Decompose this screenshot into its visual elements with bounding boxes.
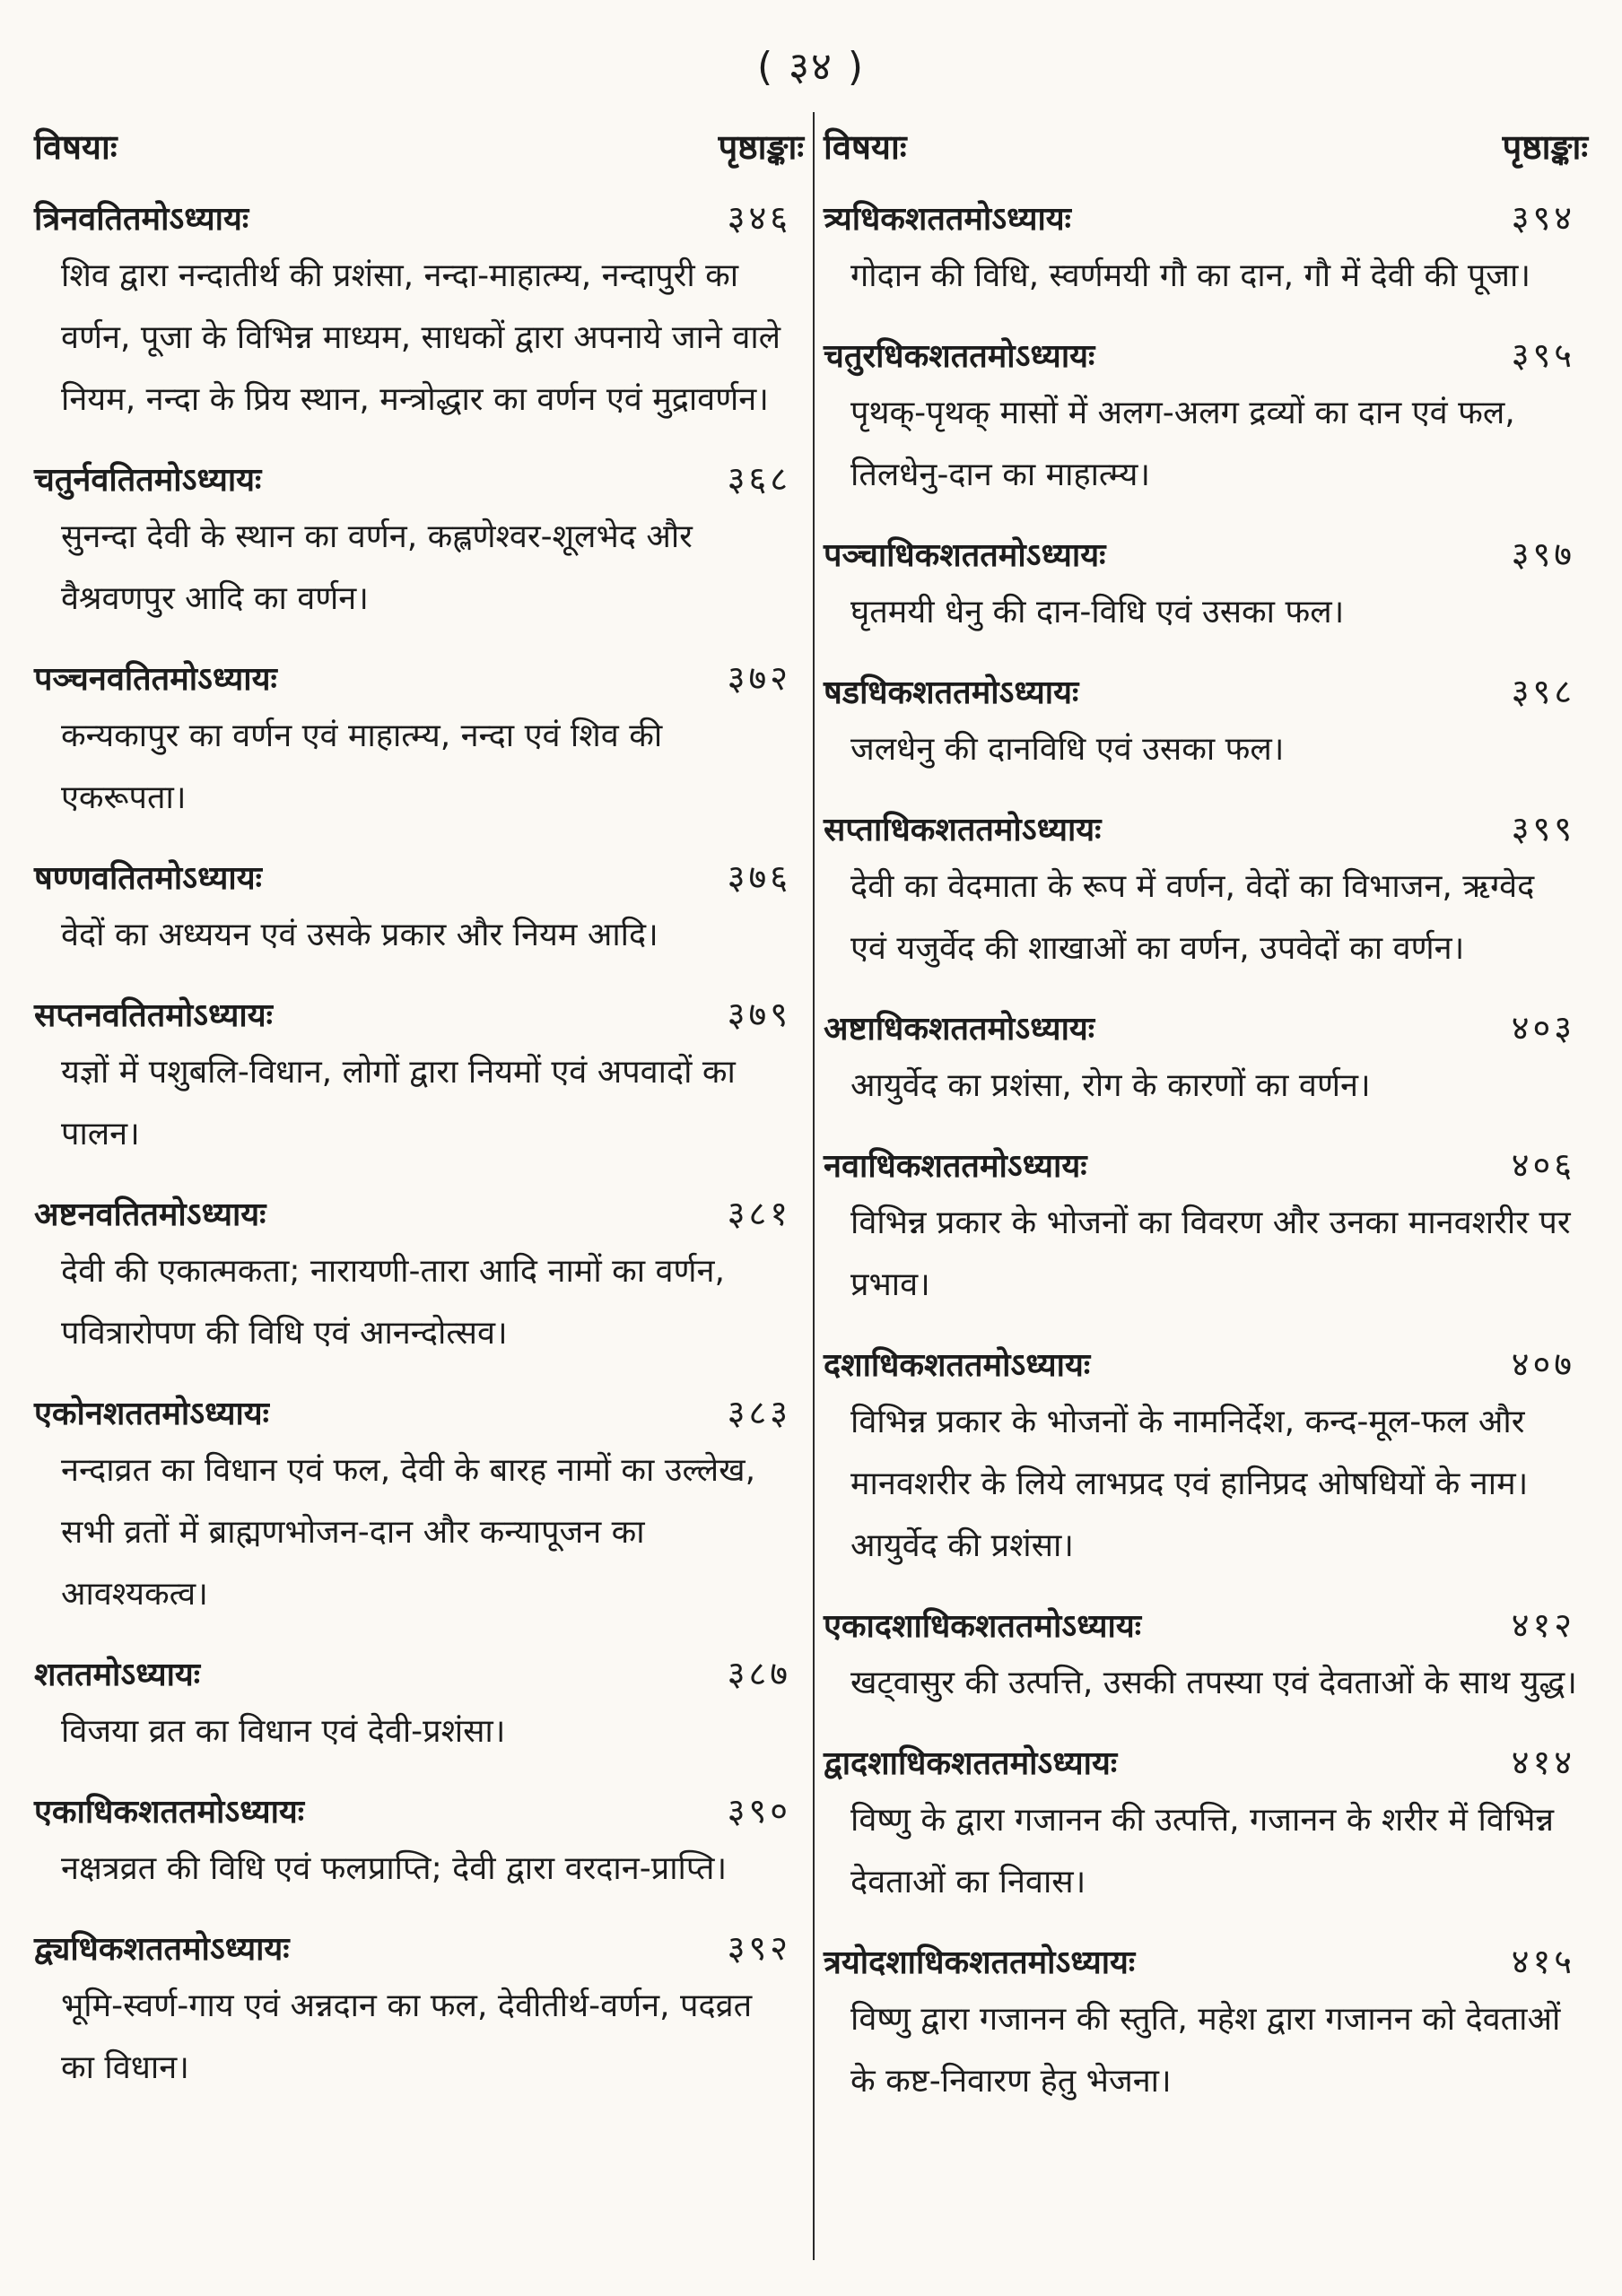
chapter-title: त्र्यधिकशततमोऽध्यायः — [824, 201, 1071, 238]
chapter-description: गोदान की विधि, स्वर्णमयी गौ का दान, गौ में देवी की पूजा। — [850, 257, 1530, 294]
toc-entry — [34, 989, 804, 1165]
chapter-title-row — [824, 529, 1588, 581]
chapter-description: नन्दाव्रत का विधान एवं फल, देवी के बारह नामों का उल्लेख, सभी व्रतों में ब्राह्मणभोजन-दान और कन्यापूजन का आवश्यकत्व। — [61, 1452, 756, 1613]
right-column-header — [824, 121, 1588, 173]
chapter-title-row — [824, 1600, 1588, 1652]
chapter-title: अष्टनवतितमोऽध्यायः — [34, 1196, 266, 1233]
subject-heading: विषयाः — [824, 127, 907, 167]
chapter-title-row — [34, 852, 804, 904]
chapter-page-number: ३९७ — [1511, 535, 1575, 574]
chapter-description: देवी का वेदमाता के रूप में वर्णन, वेदों का विभाजन, ऋग्वेद एवं यजुर्वेद की शाखाओं का वर्णन, उपवेदों का वर्णन। — [850, 868, 1535, 967]
chapter-description: विभिन्न प्रकार के भोजनों के नामनिर्देश, कन्द-मूल-फल और मानवशरीर के लिये लाभप्रद एवं हानिप्रद ओषधियों के नाम। आयुर्वेद की प्रशंसा। — [850, 1404, 1529, 1564]
chapter-page-number: ४०३ — [1511, 1008, 1575, 1048]
chapter-description: आयुर्वेद का प्रशंसा, रोग के कारणों का वर्णन। — [850, 1067, 1371, 1104]
chapter-title-row — [824, 804, 1588, 856]
chapter-description: सुनन्दा देवी के स्थान का वर्णन, कह्लणेश्वर-शूलभेद और वैश्रवणपुर आदि का वर्णन। — [61, 518, 693, 617]
chapter-page-number: ३९८ — [1511, 672, 1575, 711]
chapter-page-number: ३९५ — [1511, 335, 1575, 375]
chapter-title-row — [824, 1339, 1588, 1391]
chapter-page-number: ३७६ — [727, 857, 791, 897]
chapter-title-row — [824, 193, 1588, 245]
chapter-title: पञ्चनवतितमोऽध्यायः — [34, 661, 277, 698]
chapter-title: एकोनशततमोऽध्यायः — [34, 1396, 269, 1432]
chapter-page-number: ४१२ — [1511, 1605, 1575, 1645]
chapter-title-row — [824, 1140, 1588, 1192]
chapter-title-row — [34, 1648, 804, 1700]
chapter-title: नवाधिकशततमोऽध्यायः — [824, 1148, 1087, 1185]
left-column — [34, 121, 804, 2265]
chapter-title: शततमोऽध्यायः — [34, 1657, 201, 1693]
right-column — [824, 121, 1588, 2265]
toc-entry — [824, 193, 1588, 307]
chapter-page-number: ३९० — [727, 1791, 791, 1831]
left-entry-list — [34, 193, 804, 2099]
column-divider — [813, 112, 815, 2260]
chapter-description: कन्यकापुर का वर्णन एवं माहात्म्य, नन्दा एवं शिव की एकरूपता। — [61, 718, 663, 816]
chapter-title: एकादशाधिकशततमोऽध्यायः — [824, 1608, 1141, 1645]
chapter-title-row — [34, 454, 804, 506]
chapter-page-number: ४०७ — [1511, 1344, 1575, 1384]
toc-entry — [34, 1923, 804, 2099]
chapter-page-number: ३८१ — [727, 1194, 791, 1233]
chapter-title-row — [34, 1923, 804, 1975]
toc-entry — [34, 193, 804, 430]
chapter-title: द्व्यधिकशततमोऽध्यायः — [34, 1931, 290, 1968]
chapter-page-number: ३७९ — [727, 995, 791, 1034]
chapter-page-number: ३८३ — [727, 1393, 791, 1432]
chapter-title: चतुर्नवतितमोऽध्यायः — [34, 462, 262, 499]
toc-entry — [824, 1737, 1588, 1913]
toc-entry — [34, 852, 804, 966]
chapter-title: त्रयोदशाधिकशततमोऽध्यायः — [824, 1944, 1136, 1981]
chapter-description: भूमि-स्वर्ण-गाय एवं अन्नदान का फल, देवीतीर्थ-वर्णन, पदव्रत का विधान। — [61, 1987, 753, 2086]
chapter-title: त्रिनवतितमोऽध्यायः — [34, 201, 249, 238]
chapter-page-number: ४०६ — [1511, 1145, 1575, 1185]
chapter-title: सप्ताधिकशततमोऽध्यायः — [824, 812, 1102, 848]
chapter-title-row — [824, 330, 1588, 382]
chapter-page-number: ४१४ — [1511, 1743, 1575, 1782]
chapter-title-row — [34, 1387, 804, 1439]
toc-entry — [34, 1786, 804, 1900]
chapter-title: सप्तनवतितमोऽध्यायः — [34, 997, 273, 1034]
chapter-page-number: ३९९ — [1511, 809, 1575, 848]
chapter-description: देवी की एकात्मकता; नारायणी-तारा आदि नामों का वर्णन, पवित्रारोपण की विधि एवं आनन्दोत्सव। — [61, 1253, 725, 1352]
chapter-description: विष्णु द्वारा गजानन की स्तुति, महेश द्वारा गजानन को देवताओं के कष्ट-निवारण हेतु भेजना। — [850, 2001, 1561, 2100]
toc-entry — [824, 804, 1588, 979]
page-heading: पृष्ठाङ्काः — [1502, 127, 1588, 167]
chapter-page-number: ३६८ — [727, 459, 791, 499]
chapter-page-number: ३७२ — [727, 658, 791, 698]
chapter-description: खट्वासुर की उत्पत्ति, उसकी तपस्या एवं देवताओं के साथ युद्ध। — [850, 1665, 1577, 1701]
chapter-page-number: ३४६ — [727, 198, 791, 238]
toc-entry — [824, 330, 1588, 506]
chapter-page-number: ३९२ — [727, 1928, 791, 1968]
chapter-title-row — [824, 1737, 1588, 1789]
page-heading: पृष्ठाङ्काः — [718, 127, 804, 167]
chapter-description: नक्षत्रव्रत की विधि एवं फलप्राप्ति; देवी द्वारा वरदान-प्राप्ति। — [61, 1850, 728, 1887]
chapter-title: षडधिकशततमोऽध्यायः — [824, 674, 1079, 711]
toc-entry — [824, 1339, 1588, 1577]
chapter-title-row — [824, 1003, 1588, 1055]
chapter-title: द्वादशाधिकशततमोऽध्यायः — [824, 1745, 1118, 1782]
chapter-title-row — [824, 1936, 1588, 1988]
toc-entry — [34, 1188, 804, 1364]
chapter-description: यज्ञों में पशुबलि-विधान, लोगों द्वारा नियमों एवं अपवादों का पालन। — [61, 1054, 736, 1152]
toc-entry — [824, 666, 1588, 780]
subject-heading: विषयाः — [34, 127, 118, 167]
toc-entry — [34, 1648, 804, 1762]
chapter-title-row — [34, 193, 804, 245]
chapter-title: षण्णवतितमोऽध्यायः — [34, 860, 262, 897]
chapter-description: विभिन्न प्रकार के भोजनों का विवरण और उनका मानवशरीर पर प्रभाव। — [850, 1205, 1571, 1303]
chapter-title-row — [34, 1786, 804, 1838]
toc-entry — [34, 454, 804, 630]
toc-entry — [824, 1003, 1588, 1117]
chapter-title: पञ्चाधिकशततमोऽध्यायः — [824, 537, 1106, 574]
chapter-title-row — [824, 666, 1588, 718]
chapter-description: घृतमयी धेनु की दान-विधि एवं उसका फल। — [850, 594, 1345, 631]
toc-entry — [34, 653, 804, 829]
chapter-page-number: ३८७ — [727, 1654, 791, 1693]
chapter-description: शिव द्वारा नन्दातीर्थ की प्रशंसा, नन्दा-माहात्म्य, नन्दापुरी का वर्णन, पूजा के विभिन्न माध्यम, साधकों द्वारा अपनाये जाने वाले नियम, नन्दा के प्रिय स्थान, मन्त्रोद्धार का वर्णन एवं मुद्रावर्णन। — [61, 257, 781, 418]
left-column-header — [34, 121, 804, 173]
chapter-description: विष्णु के द्वारा गजानन की उत्पत्ति, गजानन के शरीर में विभिन्न देवताओं का निवास। — [850, 1802, 1554, 1900]
toc-entry — [34, 1387, 804, 1625]
chapter-title-row — [34, 989, 804, 1041]
chapter-description: विजया व्रत का विधान एवं देवी-प्रशंसा। — [61, 1713, 506, 1750]
page-number: ( ३४ ) — [756, 44, 866, 90]
chapter-title: चतुरधिकशततमोऽध्यायः — [824, 338, 1095, 375]
chapter-title-row — [34, 1188, 804, 1240]
toc-entry — [824, 1936, 1588, 2112]
chapter-title-row — [34, 653, 804, 705]
chapter-title: दशाधिकशततमोऽध्यायः — [824, 1347, 1091, 1384]
toc-entry — [824, 1140, 1588, 1316]
chapter-title: अष्टाधिकशततमोऽध्यायः — [824, 1011, 1095, 1048]
chapter-page-number: ३९४ — [1511, 198, 1575, 238]
chapter-description: पृथक्-पृथक् मासों में अलग-अलग द्रव्यों का दान एवं फल, तिलधेनु-दान का माहात्म्य। — [850, 395, 1515, 493]
toc-entry — [824, 529, 1588, 643]
chapter-description: जलधेनु की दानविधि एवं उसका फल। — [850, 731, 1285, 768]
chapter-title: एकाधिकशततमोऽध्यायः — [34, 1794, 305, 1831]
toc-entry — [824, 1600, 1588, 1714]
chapter-description: वेदों का अध्ययन एवं उसके प्रकार और नियम आदि। — [61, 917, 658, 953]
chapter-page-number: ४१५ — [1511, 1942, 1575, 1981]
right-entry-list — [824, 193, 1588, 2112]
